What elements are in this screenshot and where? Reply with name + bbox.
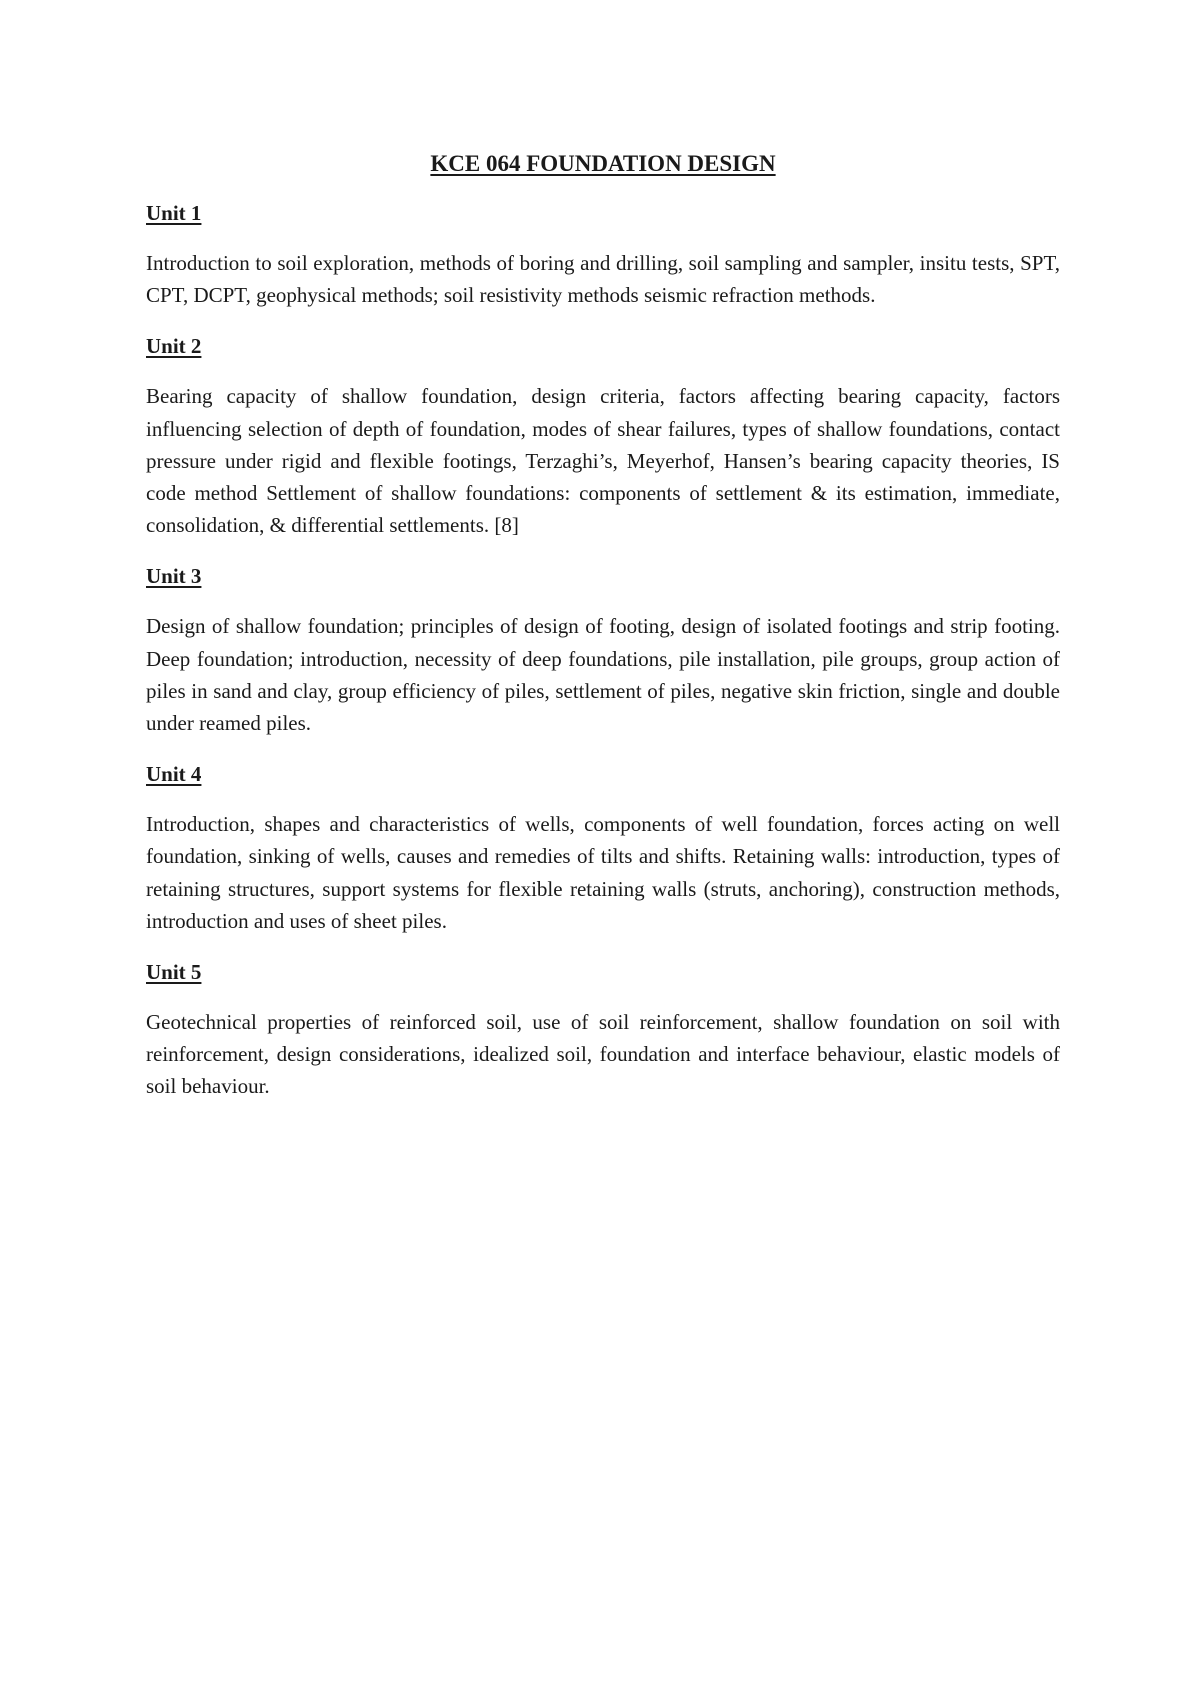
unit-5-heading: Unit 5 — [146, 960, 202, 985]
unit-3-section — [146, 562, 1060, 739]
unit-1-body: Introduction to soil exploration, methods of boring and drilling, soil sampling and sampler, insitu tests, SPT, CPT, DCPT, geophysical methods; soil resistivity methods seismic refraction methods. — [146, 251, 1060, 308]
unit-3-heading: Unit 3 — [146, 564, 202, 589]
unit-3-body: Design of shallow foundation; principles of design of footing, design of isolated footings and strip footing. Deep foundation; introduction, necessity of deep foundations, pile installation, pile groups, group action of piles in sand and clay, group efficiency of piles, settlement of piles, negative skin friction, single and double under reamed piles. — [146, 614, 1060, 736]
unit-2-body: Bearing capacity of shallow foundation, design criteria, factors affecting bearing capacity, factors influencing selection of depth of foundation, modes of shear failures, types of shallow foundations, contact pressure under rigid and flexible footings, Terzaghi’s, Meyerhof, Hansen’s bearing capacity theories, IS code method Settlement of shallow foundations: components of settlement & its estimation, immediate, consolidation, & differential settlements. [8] — [146, 384, 1060, 538]
unit-4-section — [146, 760, 1060, 937]
document-title: KCE 064 FOUNDATION DESIGN — [430, 151, 776, 176]
unit-1-heading: Unit 1 — [146, 201, 202, 225]
unit-1-section — [146, 199, 1060, 311]
unit-4-body: Introduction, shapes and characteristics of wells, components of well foundation, forces acting on well foundation, sinking of wells, causes and remedies of tilts and shifts. Retaining walls: introduction, types of retaining structures, support systems for flexible retaining walls (struts, anchoring), construction methods, introduction and uses of sheet piles. — [146, 812, 1060, 933]
unit-2-heading: Unit 2 — [146, 334, 202, 359]
unit-5-section — [146, 958, 1060, 1103]
unit-2-section — [146, 332, 1060, 541]
unit-5-body: Geotechnical properties of reinforced soil, use of soil reinforcement, shallow foundation on soil with reinforcement, design considerations, idealized soil, foundation and interface behaviour, elastic models of soil behaviour. — [146, 1010, 1060, 1099]
document-page — [146, 0, 1060, 1103]
unit-4-heading: Unit 4 — [146, 762, 202, 787]
